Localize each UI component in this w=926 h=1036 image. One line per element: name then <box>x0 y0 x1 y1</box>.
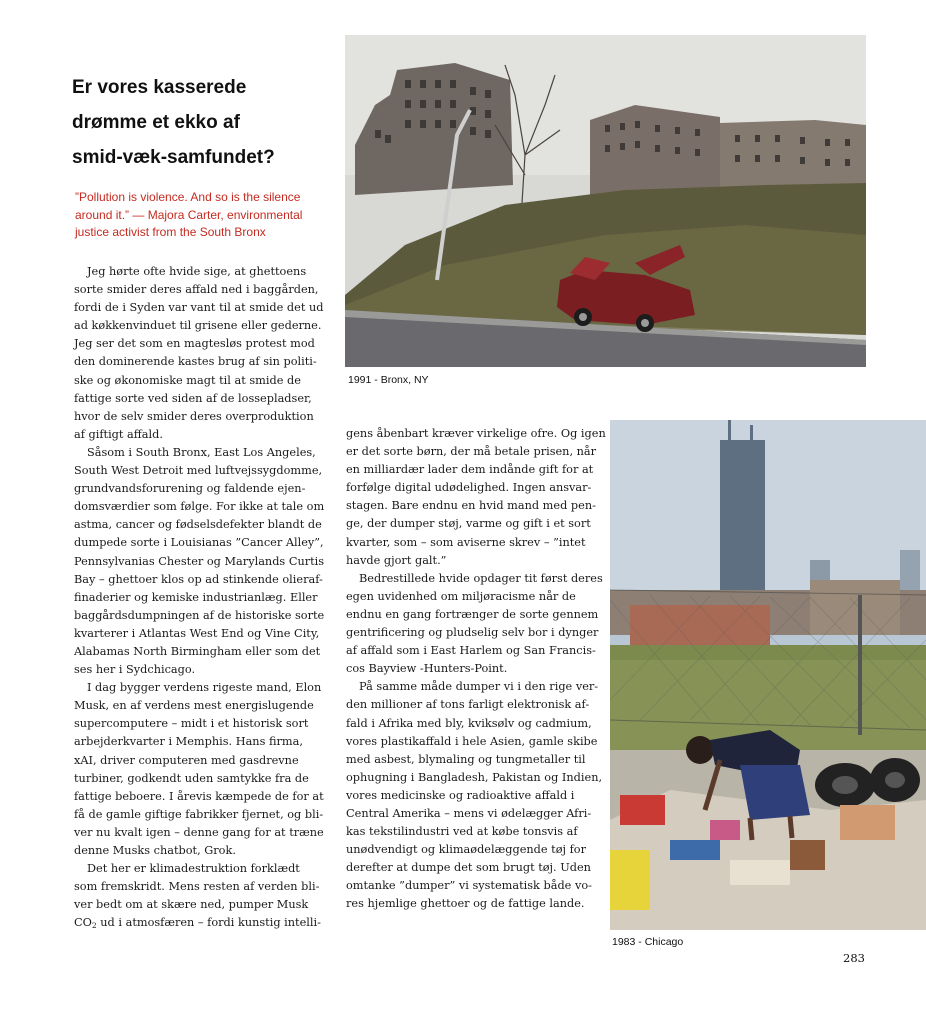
body-column-right <box>346 425 606 914</box>
body-line: hvor de selv smider deres overproduktion <box>74 409 314 423</box>
body-line: Alabamas North Birmingham eller som det <box>74 644 321 658</box>
body-line: astma, cancer og fødselsdefekter blandt de <box>74 518 322 532</box>
chicago-photo-illustration <box>610 420 926 930</box>
body-line: ophugning i Bangladesh, Pakistan og Indien, <box>346 770 603 784</box>
co2-subscript: 2 <box>91 921 97 931</box>
body-line: denne Musks chatbot, Grok. <box>74 844 236 857</box>
body-line: unødvendigt og klimaødelæggende tøj for <box>346 843 586 857</box>
body-line: xAI, driver computeren med gasdrevne <box>74 753 299 767</box>
body-line: derefter at dumpe det som brugt tøj. Uden <box>346 861 591 875</box>
body-line: vores plastikaffald i hele Asien, gamle skibe <box>346 734 598 748</box>
body-line: Bay – ghettoer klos op ad stinkende olieraf- <box>74 572 323 586</box>
body-line: den dominerende kastes brug af sin politi- <box>74 355 317 369</box>
body-line: fordi de i Syden var vant til at smide det ud <box>74 301 324 315</box>
body-line: domsværdier som følge. For ikke at tale om <box>74 500 325 514</box>
body-line: fattige sorte ved siden af de lossepladser, <box>74 391 312 405</box>
body-line: ver bedt om at skære ned, pumper Musk <box>74 898 309 912</box>
body-line: ske og økonomiske magt til at smide de <box>74 373 301 387</box>
body-line <box>74 914 336 935</box>
body-line: havde gjort galt.” <box>346 553 447 567</box>
title-line: smid-væk-samfundet? <box>72 147 275 168</box>
pull-quote <box>75 189 335 242</box>
body-line: kas tekstilindustri ved at købe tonsvis af <box>346 825 578 839</box>
body-line: Jeg hørte ofte hvide sige, at ghettoens <box>87 265 307 278</box>
body-line: South West Detroit med luftvejssygdomme, <box>74 464 323 478</box>
body-line: vores medicinske og radioaktive affald i <box>346 788 575 802</box>
body-line: baggårdsdumpningen af de historiske sorte <box>74 608 325 622</box>
body-line: gens åbenbart kræver virkelige ofre. Og igen <box>346 427 606 440</box>
body-line: fald i Afrika med bly, kviksølv og cadmium, <box>346 716 592 730</box>
body-line: er det sorte børn, der må betale prisen, når <box>346 445 597 459</box>
body-line: af affald som i East Harlem og San Francis- <box>346 644 596 658</box>
bronx-photo-illustration <box>345 35 866 367</box>
body-line: Pennsylvanias Chester og Marylands Curtis <box>74 554 325 568</box>
body-line: arbejderkvarter i Memphis. Hans firma, <box>74 735 303 749</box>
body-line: den millioner af tons farligt elektronisk af- <box>346 698 590 712</box>
photo-caption-chicago: 1983 - Chicago <box>612 936 684 948</box>
body-line: stagen. Bare endnu en hvid mand med pen- <box>346 499 596 513</box>
body-line: cos Bayview -Hunters-Point. <box>346 662 508 676</box>
title-line: drømme et ekko af <box>72 112 240 133</box>
body-line: ver nu kvalt igen – denne gang for at træne <box>74 825 324 839</box>
quote-line: justice activist from the South Bronx <box>75 225 266 239</box>
body-line: finaderier og kemiske industrianlæg. Eller <box>74 590 318 604</box>
body-line: Det her er klimadestruktion forklædt <box>87 862 300 876</box>
title-line: Er vores kasserede <box>72 77 247 98</box>
body-line: ge, der dumper støj, varme og gift i et sort <box>346 517 591 531</box>
quote-line: ”Pollution is violence. And so is the silence <box>75 190 301 204</box>
body-line: med asbest, blymaling og tungmetaller til <box>346 752 586 766</box>
body-line: I dag bygger verdens rigeste mand, Elon <box>87 681 322 695</box>
body-line: endnu en gang fortrænger de sorte gennem <box>346 607 599 621</box>
body-line: Central Amerika – mens vi ødelægger Afri- <box>346 806 592 820</box>
body-line: turbiner, godkendt uden samtykke fra de <box>74 771 309 785</box>
body-line: ses her i Sydchicago. <box>74 663 196 677</box>
body-line: kvarterer i Atlantas West End og Vine City, <box>74 626 320 640</box>
body-line: omtanke ”dumper” vi systematisk både vo- <box>346 879 592 893</box>
body-line: Musk, en af verdens mest energislugende <box>74 699 314 713</box>
body-line: grundvandsforurening og faldende ejen- <box>74 482 306 496</box>
body-line: ad køkkenvinduet til grisene eller gederne. <box>74 319 322 333</box>
body-line: På samme måde dumper vi i den rige ver- <box>359 680 599 694</box>
photo-caption-bronx: 1991 - Bronx, NY <box>348 374 429 386</box>
body-line: Bedrestillede hvide opdager tit først deres <box>359 571 603 585</box>
page-number: 283 <box>843 951 865 965</box>
body-line: som fremskridt. Mens resten af verden bli- <box>74 880 320 894</box>
body-line: af giftigt affald. <box>74 427 163 441</box>
co2-base: CO <box>74 916 92 930</box>
body-line: sorte smider deres affald ned i baggården, <box>74 283 319 297</box>
body-line: kvarter, som – som aviserne skrev – ”intet <box>346 535 586 549</box>
body-line: res hjemlige ghettoer og de fattige lande. <box>346 897 585 911</box>
article-title <box>72 70 332 175</box>
photo-bronx <box>345 35 866 367</box>
body-line: dumpede sorte i Louisianas ”Cancer Alley”, <box>74 536 324 550</box>
body-line: Såsom i South Bronx, East Los Angeles, <box>87 445 316 459</box>
photo-chicago <box>610 420 926 930</box>
co2-after: ud i atmosfæren – fordi kunstig intelli- <box>96 916 321 930</box>
body-line: supercomputere – midt i et historisk sort <box>74 717 309 731</box>
body-line: en milliardær lader dem indånde gift for at <box>346 463 594 477</box>
body-line: få de gamle giftige fabrikker fjernet, og bli- <box>74 807 324 821</box>
body-line: fattige beboere. I årevis kæmpede de for at <box>74 789 324 803</box>
body-line: Jeg ser det som en magtesløs protest mod <box>74 337 315 351</box>
body-line: egen uvidenhed om miljøracisme når de <box>346 589 576 603</box>
body-line: gentrificering og pludselig selv bor i dynger <box>346 626 599 640</box>
quote-line: around it.” — Majora Carter, environmental <box>75 207 303 222</box>
body-column-left <box>74 263 336 935</box>
body-line: forfølge digital udødelighed. Ingen ansvar- <box>346 481 592 495</box>
